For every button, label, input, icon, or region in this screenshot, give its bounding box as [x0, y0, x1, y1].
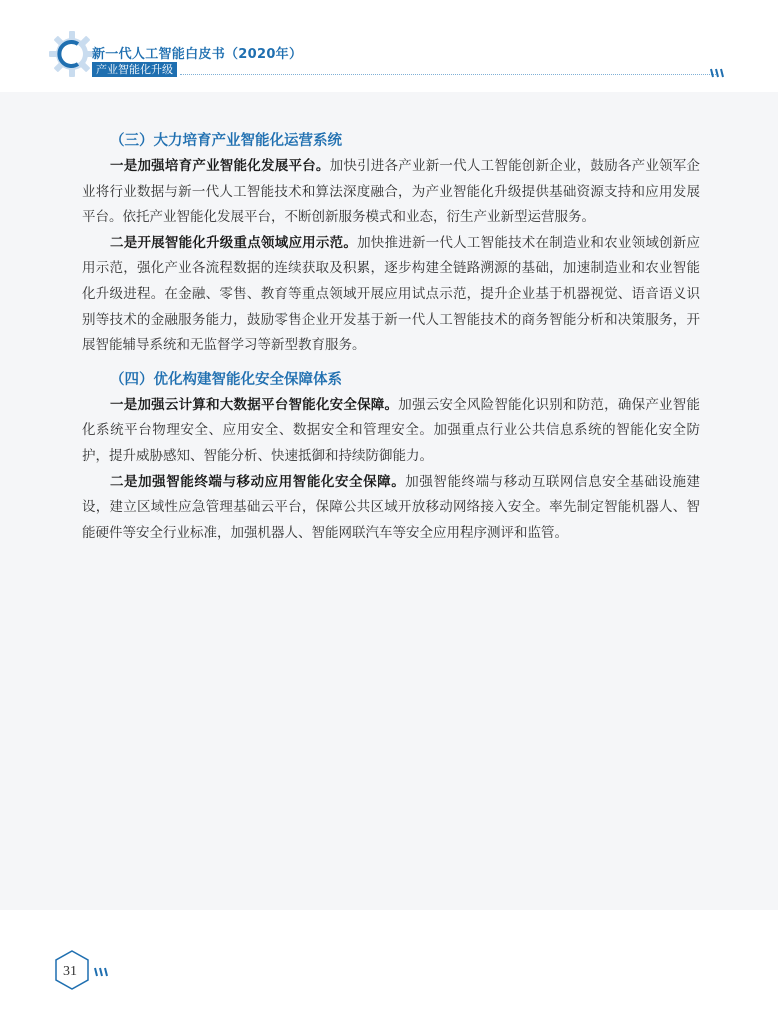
- paragraph-text: 加快推进新一代人工智能技术在制造业和农业领域创新应用示范，强化产业各流程数据的连续获取及积累，逐步构建全链路溯源的基础，加速制造业和农业智能化升级进程。在金融、零售、教育等重点领域开展应用试点示范，提升企业基于机器视觉、语音语义识别等技术的金融服务能力，鼓励零售企业开发基于新一代人工智能技术的商务智能分析和决策服务，开展智能辅导系统和无监督学习等新型教育服务。: [82, 234, 701, 354]
- slash-decoration-icon: [94, 967, 110, 977]
- page-number: 31: [63, 964, 77, 979]
- section-heading: （三）大力培育产业智能化运营系统: [110, 133, 342, 149]
- section-heading: （四）优化构建智能化安全保障体系: [110, 371, 342, 388]
- body-paragraph: [82, 393, 700, 470]
- body-paragraph: [82, 470, 700, 547]
- content-column: [82, 128, 700, 546]
- gear-icon: [48, 30, 96, 78]
- slash-decoration-icon: [710, 68, 726, 78]
- page-body: [0, 92, 778, 910]
- paragraph-text: 加强智能终端与移动互联网信息安全基础设施建设，建立区域性应急管理基础云平台，保障公共区域开放移动网络接入安全。率先制定智能机器人、智能硬件等安全行业标准，加强机器人、智能网联汽车等安全应用程序测评和监管。: [82, 473, 701, 541]
- chapter-label: 产业智能化升级: [92, 62, 177, 77]
- page-header: [0, 0, 778, 92]
- paragraph-text: 加强云安全风险智能化识别和防范，确保产业智能化系统平台物理安全、应用安全、数据安全和管理安全。加强重点行业公共信息系统的智能化安全防护，提升威胁感知、智能分析、快速抵御和持续防御能力。: [82, 396, 700, 464]
- paragraph-lead: 二是加强智能终端与移动应用智能化安全保障。: [110, 473, 406, 490]
- paragraph-lead: 一是加强培育产业智能化发展平台。: [110, 158, 330, 174]
- body-paragraph: [82, 154, 700, 231]
- paragraph-lead: 二是开展智能化升级重点领域应用示范。: [110, 234, 358, 251]
- paragraph-text: 加快引进各产业新一代人工智能创新企业，鼓励各产业领军企业将行业数据与新一代人工智能技术和算法深度融合，为产业智能化升级提供基础资源支持和应用发展平台。依托产业智能化发展平台，不断创新服务模式和业态，衍生产业新型运营服务。: [82, 158, 701, 226]
- paragraph-lead: 一是加强云计算和大数据平台智能化安全保障。: [110, 396, 399, 413]
- document-title: 新一代人工智能白皮书（2020年）: [92, 47, 303, 62]
- body-paragraph: [82, 231, 700, 359]
- header-divider: [180, 74, 716, 75]
